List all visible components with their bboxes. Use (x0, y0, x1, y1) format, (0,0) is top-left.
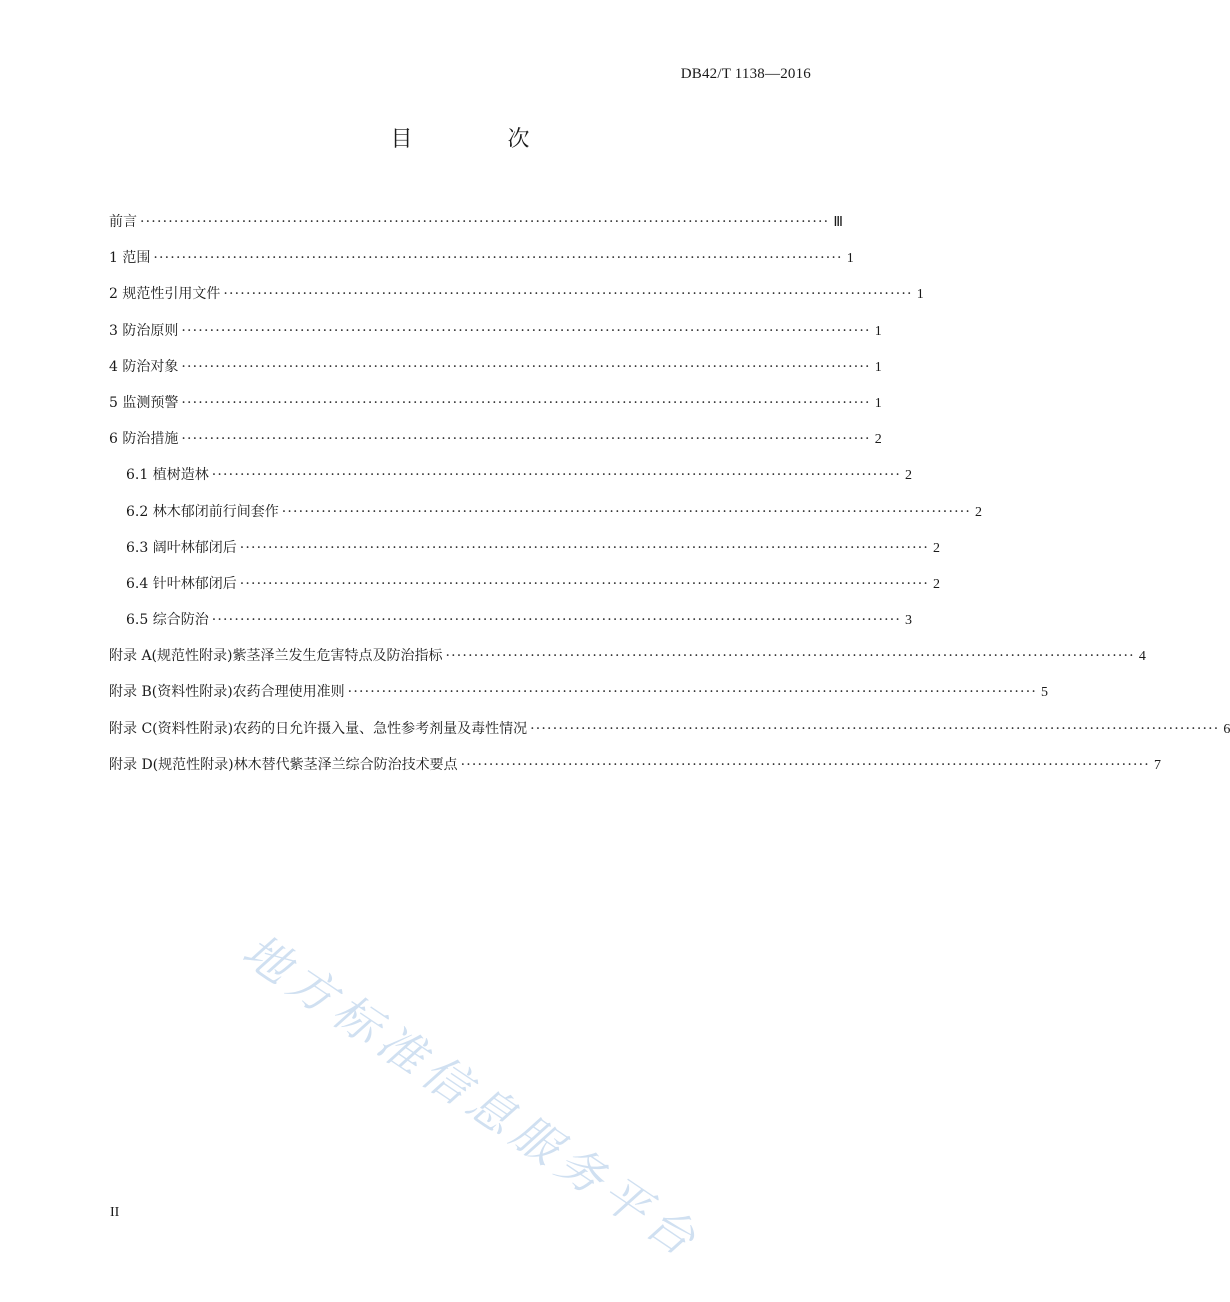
toc-entry-page: 1 (874, 359, 882, 375)
toc-entry-page: 2 (975, 504, 983, 520)
toc-entry-appendix-c[interactable] (109, 711, 1230, 747)
toc-entry-label: 6.3 阔叶林郁闭后 (126, 539, 237, 556)
watermark: 地方标准信息服务平台 (233, 923, 712, 1270)
toc-entry-6-4[interactable] (109, 566, 941, 602)
toc-entry-6[interactable] (109, 421, 882, 457)
dot-leader: ·························································································································· (460, 756, 1150, 773)
toc-entry-6-3[interactable] (109, 530, 941, 566)
toc-entry-page: Ⅲ (833, 215, 843, 230)
toc-entry-label: 5 监测预警 (109, 394, 179, 411)
toc-entry-page: 1 (874, 323, 882, 339)
page-title: 目 次 (390, 127, 574, 152)
toc-entry-label: 前言 (109, 214, 137, 230)
toc-entry-foreword[interactable] (109, 204, 843, 240)
toc-entry-label: 附录 B(资料性附录)农药合理使用准则 (109, 684, 345, 701)
table-of-contents (109, 204, 1230, 783)
toc-entry-label: 3 防治原则 (109, 322, 179, 339)
toc-entry-label: 1 范围 (109, 250, 151, 267)
dot-leader: ·························································································································· (530, 720, 1220, 737)
dot-leader: ·························································································································· (181, 322, 871, 339)
toc-entry-page: 1 (916, 287, 924, 303)
dot-leader: ·························································································································· (281, 503, 972, 520)
dot-leader: ·························································································································· (211, 467, 902, 484)
dot-leader: ·························································································································· (223, 286, 913, 303)
document-code: DB42/T 1138—2016 (680, 66, 811, 82)
toc-entry-3[interactable] (109, 313, 882, 349)
toc-entry-label: 2 规范性引用文件 (109, 286, 221, 303)
toc-entry-page: 2 (874, 432, 882, 448)
dot-leader: ·························································································································· (181, 394, 871, 411)
dot-leader: ·························································································································· (239, 539, 930, 556)
dot-leader: ·························································································································· (445, 648, 1135, 665)
toc-entry-label: 6.4 针叶林郁闭后 (126, 575, 237, 592)
dot-leader: ·························································································································· (140, 214, 830, 230)
dot-leader: ·························································································································· (181, 358, 871, 375)
toc-entry-5[interactable] (109, 385, 882, 421)
toc-entry-page: 4 (1138, 649, 1146, 665)
toc-entry-page: 1 (846, 251, 854, 267)
dot-leader: ·························································································································· (347, 684, 1037, 701)
toc-entry-6-2[interactable] (109, 494, 983, 530)
toc-entry-6-5[interactable] (109, 602, 913, 638)
toc-entry-page: 2 (933, 540, 941, 556)
toc-entry-label: 6.5 综合防治 (126, 612, 209, 629)
toc-entry-page: 1 (874, 395, 882, 411)
dot-leader: ·························································································································· (211, 612, 902, 629)
toc-entry-label: 附录 A(规范性附录)紫茎泽兰发生危害特点及防治指标 (109, 648, 443, 665)
dot-leader: ·························································································································· (153, 250, 843, 267)
toc-entry-6-1[interactable] (109, 457, 913, 493)
toc-entry-label: 6 防治措施 (109, 431, 179, 448)
page-number: II (110, 1205, 120, 1220)
toc-entry-1[interactable] (109, 240, 854, 276)
toc-entry-4[interactable] (109, 349, 882, 385)
toc-entry-page: 5 (1041, 685, 1048, 701)
dot-leader: ·························································································································· (239, 575, 930, 592)
toc-entry-page: 6 (1223, 721, 1230, 737)
toc-entry-page: 3 (905, 613, 913, 629)
toc-entry-label: 6.2 林木郁闭前行间套作 (126, 503, 279, 520)
toc-entry-appendix-a[interactable] (109, 638, 1146, 674)
toc-entry-label: 6.1 植树造林 (126, 467, 209, 484)
toc-entry-page: 7 (1153, 757, 1161, 773)
toc-entry-page: 2 (933, 576, 941, 592)
toc-entry-page: 2 (905, 468, 913, 484)
toc-entry-appendix-d[interactable] (109, 747, 1161, 783)
toc-entry-appendix-b[interactable] (109, 674, 1048, 710)
toc-entry-label: 附录 C(资料性附录)农药的日允许摄入量、急性参考剂量及毒性情况 (109, 720, 528, 737)
dot-leader: ·························································································································· (181, 431, 871, 448)
toc-entry-2[interactable] (109, 276, 924, 312)
toc-entry-label: 附录 D(规范性附录)林木替代紫茎泽兰综合防治技术要点 (109, 756, 458, 773)
toc-entry-label: 4 防治对象 (109, 358, 179, 375)
